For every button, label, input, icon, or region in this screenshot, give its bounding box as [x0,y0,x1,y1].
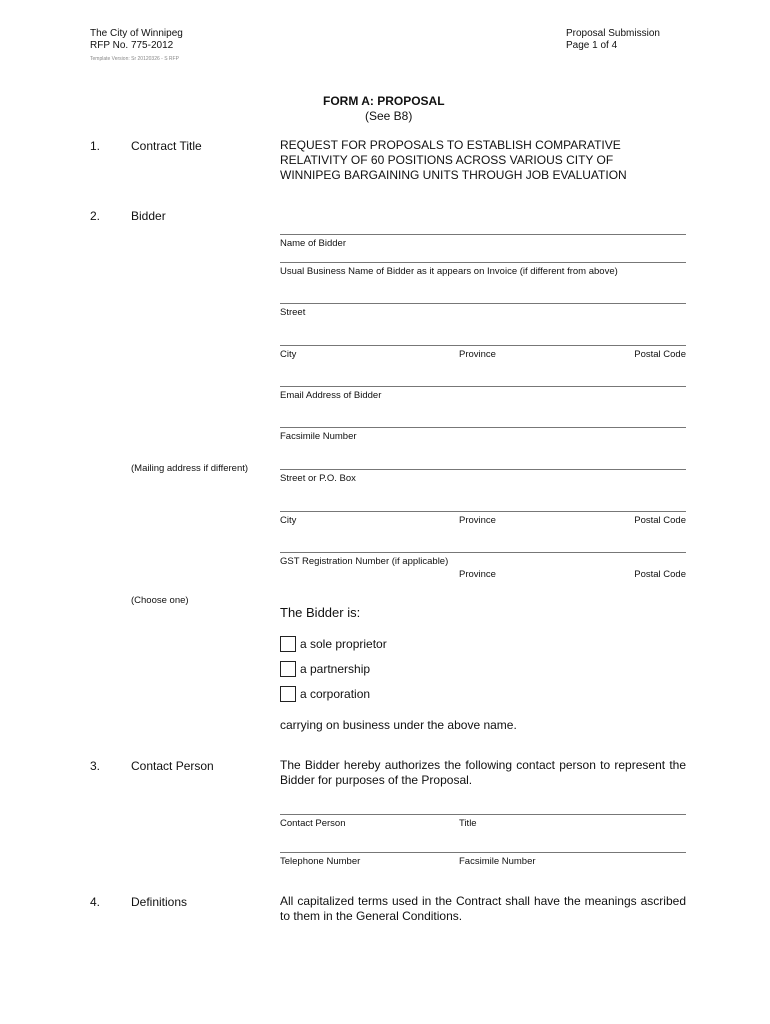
street-caption: Street [280,307,306,318]
corporation-label: a corporation [300,687,371,701]
facsimile-line[interactable] [280,427,686,428]
header-page-number: Page 1 of 4 [566,40,618,51]
section-1-number: 1. [90,139,101,153]
header-org: The City of Winnipeg [90,28,183,39]
contract-title-line: RELATIVITY OF 60 POSITIONS ACROSS VARIOUS CITY OF [280,153,614,167]
city-province-postal-line[interactable] [280,345,686,346]
partnership-label: a partnership [300,662,371,676]
province-caption: Province [459,349,496,360]
street-line[interactable] [280,303,686,304]
sole-proprietor-checkbox[interactable] [280,636,296,652]
contact-authorization-text: The Bidder hereby authorizes the following contact person to represent the Bidder for purposes of the Proposal. [280,758,686,787]
mailing-street-line[interactable] [280,469,686,470]
usual-business-name-caption: Usual Business Name of Bidder as it appears on Invoice (if different from above) [280,266,618,277]
gst-caption: GST Registration Number (if applicable) [280,556,449,567]
gst-line[interactable] [280,552,686,553]
contract-title-text [280,138,627,183]
facsimile-caption: Facsimile Number [280,431,357,442]
telephone-facsimile-line[interactable] [280,852,686,853]
section-4-label: Definitions [131,895,188,909]
contract-title-line: REQUEST FOR PROPOSALS TO ESTABLISH COMPARATIVE [280,138,621,152]
telephone-caption: Telephone Number [280,856,361,867]
template-version: Template Version: Sr 20120326 - S RFP [90,56,179,62]
contract-title-line: WINNIPEG BARGAINING UNITS THROUGH JOB EVALUATION [280,168,627,182]
mailing-street-caption: Street or P.O. Box [280,473,356,484]
mailing-city-line[interactable] [280,511,686,512]
city-caption: City [280,349,297,360]
contact-person-title-line[interactable] [280,814,686,815]
form-subtitle: (See B8) [365,109,413,123]
section-2-label: Bidder [131,209,166,223]
gst-postal-code-caption: Postal Code [634,569,686,580]
definitions-text: All capitalized terms used in the Contract shall have the meanings ascribed to them in the General Conditions. [280,894,686,923]
email-caption: Email Address of Bidder [280,390,382,401]
email-line[interactable] [280,386,686,387]
bidder-is-label: The Bidder is: [280,605,361,620]
section-3-number: 3. [90,759,101,773]
section-2-number: 2. [90,209,101,223]
name-of-bidder-line[interactable] [280,234,686,235]
choose-one-note: (Choose one) [131,595,189,606]
section-4-number: 4. [90,895,101,909]
postal-code-caption: Postal Code [634,349,686,360]
form-title: FORM A: PROPOSAL [323,94,445,108]
partnership-checkbox[interactable] [280,661,296,677]
corporation-checkbox[interactable] [280,686,296,702]
mailing-city-caption: City [280,515,297,526]
section-3-label: Contact Person [131,759,214,773]
carrying-on-text: carrying on business under the above name. [280,718,517,732]
sole-proprietor-label: a sole proprietor [300,637,387,651]
header-rfp-number: RFP No. 775-2012 [90,40,174,51]
contact-facsimile-caption: Facsimile Number [459,856,536,867]
mailing-province-caption: Province [459,515,496,526]
mailing-address-note: (Mailing address if different) [131,463,249,474]
gst-province-caption: Province [459,569,496,580]
header-doc-type: Proposal Submission [566,28,660,39]
title-caption: Title [459,818,477,829]
contact-person-caption: Contact Person [280,818,346,829]
mailing-postal-code-caption: Postal Code [634,515,686,526]
usual-business-name-line[interactable] [280,262,686,263]
section-1-label: Contract Title [131,139,202,153]
name-of-bidder-caption: Name of Bidder [280,238,347,249]
